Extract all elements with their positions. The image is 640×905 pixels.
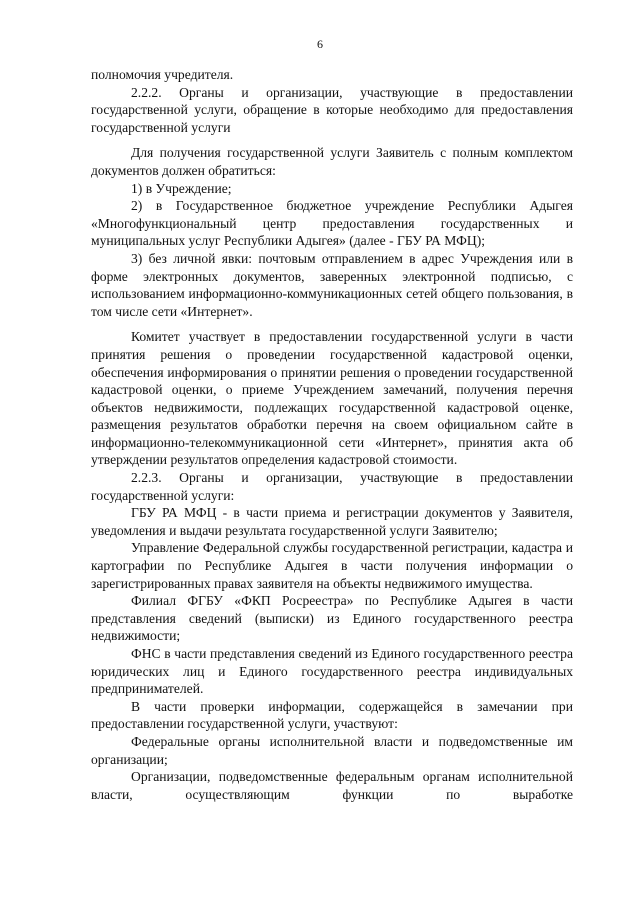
paragraph-fkp-rosreestr-branch: Филиал ФГБУ «ФКП Росреестра» по Республике Адыгея в части представления сведений (выписки) из Единого государственного реестра недвижимости; [91,593,573,644]
list-item-no-personal-visit: 3) без личной явки: почтовым отправлением в адрес Учреждения или в форме электронных документов, заверенных электронной подписью, с использованием информационно-коммуникационных сетей общего пользования, в том числе сети «Интернет». [91,250,573,319]
paragraph-fns: ФНС в части представления сведений из Единого государственного реестра юридических лиц и Единого государственного реестра индивидуальных предпринимателей. [91,646,573,697]
paragraph-section-2-2-3: 2.2.3. Органы и организации, участвующие в предоставлении государственной услуги: [91,470,573,503]
page-number: 6 [317,37,323,51]
paragraph-applicant-must-apply: Для получения государственной услуги Заявитель с полным комплектом документов должен обратиться: [91,145,573,178]
paragraph-verification-participants: В части проверки информации, содержащейся в замечании при предоставлении государственной услуги, участвуют: [91,698,573,732]
list-item-institution: 1) в Учреждение; [131,180,232,196]
list-item-mfc: 2) в Государственное бюджетное учреждение Республики Адыгея «Многофункциональный центр предоставления государственных и муниципальных услуг Республики Адыгея» (далее - ГБУ РА МФЦ); [91,198,573,249]
paragraph-federal-executive-bodies: Федеральные органы исполнительной власти и подведомственные им организации; [91,733,573,767]
paragraph-authority-continuation: полномочия учредителя. [91,67,234,82]
paragraph-gbu-ra-mfc: ГБУ РА МФЦ - в части приема и регистрации документов у Заявителя, уведомления и выдачи результата государственной услуги Заявителю; [91,505,573,538]
paragraph-subordinate-organizations: Организации, подведомственные федеральным органам исполнительной власти, осуществляющим функции по выработке [91,769,573,802]
paragraph-committee-participation: Комитет участвует в предоставлении государственной услуги в части принятия решения о проведении государственной кадастровой оценки, обеспечения информирования о принятии решения о проведении государственной кадастровой оценки, о приеме Учреждением замечаний, получения перечня объектов недвижимости, подлежащих государственной кадастровой оценке, размещения результатов обработки перечня на своем официальном сайте в информационно-телекоммуникационной сети «Интернет», принятия акта об утверждении результатов определения кадастровой стоимости. [91,329,573,468]
paragraph-federal-registration-service: Управление Федеральной службы государственной регистрации, кадастра и картографии по Республике Адыгея в части получения информации о зарегистрированных правах заявителя на объекты недвижимого имущества. [91,540,573,591]
paragraph-section-2-2-2: 2.2.2. Органы и организации, участвующие в предоставлении государственной услуги, обращение в которые необходимо для предоставления государственной услуги [91,84,573,135]
document-body [91,66,573,803]
